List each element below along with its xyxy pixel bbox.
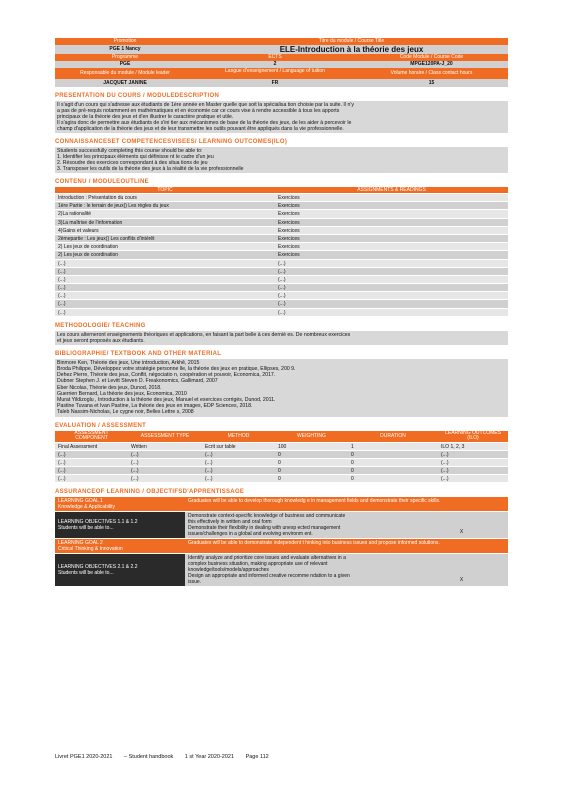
- eval-ilo: ILO 1, 2, 3: [441, 443, 465, 450]
- obj1-line: this effectively in written and oral form: [188, 519, 272, 526]
- obj2-mark: X: [415, 554, 508, 586]
- eval-type: (...): [131, 451, 139, 458]
- contenu-row: [55, 251, 508, 259]
- eval-ilo: (...): [441, 468, 449, 475]
- obj1-line: Demonstrate context-specific knowledge of business and communicate: [188, 513, 346, 520]
- evaluation-row: [55, 459, 508, 467]
- promotion-label: Promotion: [113, 38, 137, 44]
- contenu-assignment: Exercices: [278, 203, 300, 210]
- eval-ilo: (...): [441, 459, 449, 466]
- contenu-topic: (...): [58, 276, 66, 283]
- competences-heading: CONNAISSANCESET COMPETENCESVISEES/ LEARNING OUTCOMES(ILO): [55, 139, 288, 145]
- methodology-line: et jeux seront proposés aux étudiants.: [57, 337, 145, 344]
- competences-text: [55, 147, 508, 173]
- contenu-assignment: Exercices: [278, 252, 300, 259]
- eval-method: (...): [205, 468, 213, 475]
- programme-value: PGE: [119, 61, 131, 67]
- obj2-line: issue.: [188, 579, 202, 586]
- page-footer: [55, 754, 508, 760]
- obj2-line: Identify analyze and prioritize core issues and evaluate alternatives in a: [188, 555, 346, 562]
- volume-label: Volume horaire / Class contact hours: [390, 70, 473, 76]
- eval-duration: 0: [351, 459, 354, 466]
- bibliography-item: Binmore Ken, Théorie des jeux, Une introduction, Arkhê, 2015: [57, 359, 200, 366]
- contenu-assignment: Exercices: [278, 211, 300, 218]
- bibliography-item: Murat Yildizoglu , Introduction à la théorie des jeux, Manuel et exercices corrigés, Dunod, 2011.: [57, 396, 276, 403]
- contenu-topic: (...): [58, 268, 66, 275]
- contenu-row: [55, 235, 508, 243]
- footer-page: Page 112: [245, 754, 269, 760]
- contenu-assignment: Exercices: [278, 219, 300, 226]
- methodology-text: [55, 331, 508, 345]
- contenu-assignment: (...): [278, 260, 286, 267]
- obj2-line: knowledge/tools/models/approaches: [188, 567, 269, 574]
- goal1-label: LEARNING GOAL 1 Knowledge & Applicability: [55, 497, 185, 511]
- evaluation-rows: [55, 443, 508, 484]
- contenu-row: [55, 202, 508, 210]
- eval-weighting: 0: [278, 468, 281, 475]
- contenu-row: [55, 309, 508, 317]
- code-value: MPGE120PA-J_20: [410, 61, 453, 67]
- contenu-assignment: (...): [278, 268, 286, 275]
- contenu-table: [55, 187, 508, 317]
- bibliography-item: Dubner Stephen J. et Levitt Steven D. Freakonomics, Gallimard, 2007: [57, 378, 218, 385]
- obj2-line: Design an appropriate and informed creative recomme ndation to a given: [188, 573, 350, 580]
- eval-component: Final Assessment: [58, 443, 98, 450]
- contenu-row: [55, 219, 508, 227]
- responsable-label: Responsable du module / Module leader: [80, 70, 170, 76]
- contenu-assignment: Exercices: [278, 244, 300, 251]
- eval-col-ilo: LEARNING OUTCOMES (ILO): [445, 431, 501, 441]
- contenu-topic: (...): [58, 309, 66, 316]
- contenu-topic: (...): [58, 293, 66, 300]
- methodology-heading: METHODOLOGIE/ TEACHING: [55, 322, 146, 329]
- eval-component: (...): [58, 459, 66, 466]
- contenu-topic: 4)Gains et valeurs: [58, 227, 99, 234]
- obj1-line: Demonstrate their flexibility in dealing with unexp ected management: [188, 525, 341, 532]
- eval-col-type: ASSESSMENT TYPE: [140, 433, 190, 439]
- eval-col-component: ASSESSMENT COMPONENT: [74, 431, 109, 441]
- methodology-line: Les cours alterneront enseignements théoriques et applications, en faisant la part belle à ces derniè es. De nombreux exercices: [57, 331, 351, 338]
- obj1-label: LEARNING OBJECTIVES 1.1 & 1.2 Students will be able to...: [55, 512, 185, 538]
- ects-label: ECTS: [268, 54, 282, 60]
- obj1-line: issues/challenges in a global and evolving environm ent.: [188, 531, 313, 538]
- presentation-line: champ d'application de la théorie des jeux et de leur transmettre les outils pouvant être appliqués dans la vie professionnelle.: [57, 126, 344, 132]
- contenu-assignment: Exercices: [278, 195, 300, 201]
- eval-ilo: (...): [441, 451, 449, 458]
- competences-line: 1. Identifier les principaux éléments qui définisse nt le cadre d'un jeu: [57, 154, 214, 160]
- contenu-topic: (...): [58, 301, 66, 308]
- course-header: [55, 38, 508, 87]
- volume-value: 15: [428, 80, 435, 86]
- bibliography-item: Guerrien Bernard, La théorie des jeux, Economica, 2010: [57, 390, 187, 397]
- evaluation-heading: EVALUATION / ASSESSMENT: [55, 422, 147, 429]
- evaluation-table: [55, 431, 508, 484]
- evaluation-row: [55, 451, 508, 459]
- eval-type: (...): [131, 476, 139, 483]
- contenu-topic: 2) Les jeux de coordination: [58, 252, 119, 259]
- contenu-row: [55, 243, 508, 251]
- footer-handbook: – Student handbook: [124, 754, 174, 760]
- bibliography-item: Taleb Nassim-Nicholas, Le cygne noir, Belles Lettre s, 2008: [57, 409, 194, 416]
- obj2-text: [185, 554, 415, 586]
- promotion-value: PGE 1 Nancy: [109, 46, 141, 52]
- assign-header: ASSIGNMENTS & READINGS: [357, 187, 426, 193]
- eval-component: (...): [58, 468, 66, 475]
- contenu-topic: (...): [58, 285, 66, 292]
- contenu-rows: [55, 194, 508, 317]
- eval-ilo: (...): [441, 476, 449, 483]
- assurance-heading: ASSURANCEOF LEARNING / OBJECTIFSD'APPRENTISSAGE: [55, 489, 245, 496]
- presentation-heading: PRESENTATION DU COURS / MODULEDESCRIPTION: [55, 93, 220, 99]
- module-title-label: Titre du module / Course Title: [318, 38, 385, 44]
- eval-weighting: 0: [278, 476, 281, 483]
- presentation-text: [55, 101, 508, 133]
- contenu-row: [55, 268, 508, 276]
- contenu-topic: 2) Les jeux de coordination: [58, 244, 119, 251]
- eval-type: Written: [131, 443, 147, 450]
- obj2-line: complex business situation, making appropriate use of relevant: [188, 561, 328, 568]
- eval-method: (...): [205, 451, 213, 458]
- contenu-assignment: (...): [278, 276, 286, 283]
- eval-weighting: 0: [278, 451, 281, 458]
- competences-line: 2. Résoudre des exercices correspondant à des situa tions de jeu: [57, 160, 208, 166]
- footer-livret: Livret PGE1 2020-2021: [55, 754, 113, 760]
- goal2-label: LEARNING GOAL 2 Critical Thinking & Innovation: [55, 539, 185, 553]
- topic-header: TOPIC: [157, 187, 173, 193]
- contenu-topic: 2èmepartie : Les jeux() Les conflits d'intérêt: [58, 235, 155, 242]
- eval-type: (...): [131, 459, 139, 466]
- eval-method: (...): [205, 476, 213, 483]
- eval-method: (...): [205, 459, 213, 466]
- bibliography-item: Broda Philippe, Développez votre stratégie personne lle, la théorie des jeux en pratique, Ellipses, 200 9.: [57, 366, 296, 372]
- module-title-value: ELE-Introduction à la théorie des jeux: [279, 45, 424, 54]
- contenu-row: [55, 284, 508, 292]
- eval-component: (...): [58, 476, 66, 483]
- contenu-assignment: Exercices: [278, 235, 300, 242]
- eval-col-duration: DURATION: [380, 433, 406, 439]
- bibliography-item: Pastine Tuvana et Ivan Pastine, La théorie des jeux en images, EDP Sciences, 2018.: [57, 403, 253, 410]
- responsable-value: JACQUET JANINE: [103, 80, 147, 86]
- contenu-topic: 2)La rationalité: [58, 211, 92, 218]
- ects-value: 2: [273, 61, 277, 67]
- assurance-table: [55, 497, 508, 586]
- contenu-row: [55, 276, 508, 284]
- eval-component: (...): [58, 451, 66, 458]
- contenu-topic: 3)La maîtrise de l'information: [58, 219, 123, 226]
- contenu-row: [55, 260, 508, 268]
- eval-duration: 0: [351, 451, 354, 458]
- contenu-row: [55, 300, 508, 308]
- presentation-line: principaux de la théorie des jeux et d'en illustrer le caractère pratique et utile.: [57, 114, 234, 120]
- evaluation-row: [55, 475, 508, 483]
- contenu-row: [55, 292, 508, 300]
- presentation-line: Il s'agira donc de permettre aux étudiants de s'ini tier aux mécanismes de base de la théorie des jeux, de les aider à percevoir le: [57, 120, 352, 126]
- eval-duration: 1: [351, 443, 354, 450]
- goal2-text: Graduates will be able to demonstrate independent t hinking into business issues and propose informed solutions.: [185, 539, 508, 553]
- contenu-assignment: (...): [278, 285, 286, 292]
- code-label: Code Module / Course Code: [399, 54, 464, 60]
- obj2-label: LEARNING OBJECTIVES 2.1 & 2.2 Students will be able to...: [55, 554, 185, 586]
- eval-col-method: METHOD: [227, 433, 250, 439]
- contenu-topic: (...): [58, 260, 66, 267]
- presentation-line: Il s'agit d'un cours qui s'adresse aux étudiants de 1ère année en Master quelle que soit la spécialisa tion choisie par la suite. Il n'y: [57, 102, 354, 108]
- goal1-text: Graduates will be able to develop thorough knowledg e in management fields and demonstrate their specific skills.: [185, 497, 508, 511]
- obj1-mark: X: [415, 512, 508, 538]
- contenu-row: [55, 194, 508, 202]
- langue-value: FR: [271, 80, 279, 86]
- obj1-text: [185, 512, 415, 538]
- competences-line: Students successfully completing this course should be able to:: [57, 148, 203, 154]
- bibliography-item: Dehez Pierre, Théorie des jeux, Conflit, négociatio n, coopération et pouvoir, Economica, 2017.: [57, 372, 276, 379]
- contenu-topic: 1ère Partie : le terrain de jeux() Les règles du jeux: [58, 203, 169, 210]
- document-page: [55, 38, 508, 586]
- presentation-line: a pas de pré-requis notamment en mathématiques et en économie car ce cours vise à rendre accessible à tous les apports: [57, 108, 340, 114]
- contenu-row: [55, 227, 508, 235]
- eval-col-weighting: WEIGHTING: [297, 433, 326, 439]
- contenu-assignment: (...): [278, 293, 286, 300]
- contenu-topic: Introduction : Présentation du cours: [58, 195, 137, 201]
- evaluation-row: [55, 443, 508, 451]
- evaluation-row: [55, 467, 508, 475]
- bibliography-item: Eber Nicolas, Théorie des jeux, Dunod, 2018.: [57, 384, 162, 391]
- eval-duration: 0: [351, 468, 354, 475]
- contenu-heading: CONTENU / MODULEOUTLINE: [55, 179, 149, 185]
- contenu-assignment: Exercices: [278, 227, 300, 234]
- contenu-row: [55, 210, 508, 218]
- eval-type: (...): [131, 468, 139, 475]
- eval-method: Ecrit sur table: [205, 443, 236, 450]
- footer-year: 1 st Year 2020-2021: [184, 754, 235, 760]
- programme-label: Programme: [111, 54, 139, 60]
- competences-line: 3. Transposer les outils de la théorie des jeux à la réalité de la vie professionnelle: [57, 166, 244, 172]
- langue-label: Langue d'enseignement / Language of tuition: [225, 68, 325, 74]
- bibliography-heading: BIBLIOGRAPHIE/ TEXTBOOK AND OTHER MATERIAL: [55, 350, 222, 357]
- bibliography-list: [55, 359, 508, 417]
- eval-weighting: 100: [278, 443, 287, 450]
- eval-duration: 0: [351, 476, 354, 483]
- contenu-assignment: (...): [278, 309, 286, 316]
- eval-weighting: 0: [278, 459, 281, 466]
- contenu-assignment: (...): [278, 301, 286, 308]
